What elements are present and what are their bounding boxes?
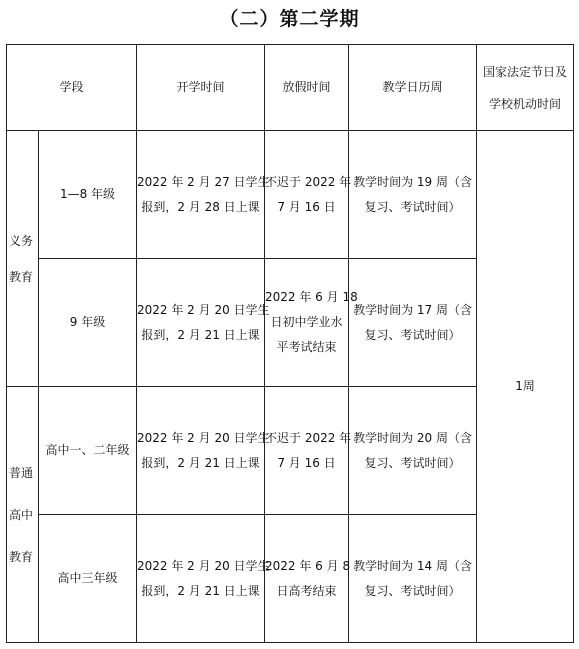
group-label-line: 高中	[9, 507, 34, 522]
holiday-line: 不迟于 2022 年	[265, 430, 352, 445]
weeks-line: 复习、考试时间）	[364, 455, 461, 470]
start-date-cell	[137, 515, 270, 643]
holiday-cell	[265, 515, 349, 643]
weeks-line: 复习、考试时间）	[364, 199, 461, 214]
header-stage: 学段	[7, 45, 137, 131]
grade-cell: 1—8 年级	[39, 131, 137, 259]
group-compulsory-education	[7, 131, 39, 387]
start-line: 报到，2 月 21 日上课	[141, 583, 260, 598]
start-line: 2022 年 2 月 20 日学生	[137, 558, 270, 573]
holiday-line: 7 月 16 日	[277, 455, 336, 470]
header-start-date: 开学时间	[137, 45, 265, 131]
holiday-line: 2022 年 6 月 18	[265, 290, 358, 304]
holiday-cell	[265, 387, 352, 515]
start-date-cell	[137, 259, 270, 387]
start-line: 2022 年 2 月 27 日学生	[137, 174, 270, 189]
weeks-line: 教学时间为 19 周（含	[353, 174, 472, 189]
grade-cell: 高中一、二年级	[39, 387, 137, 515]
start-line: 报到，2 月 28 日上课	[141, 199, 260, 214]
holiday-line: 日初中学业水	[270, 315, 343, 329]
group-high-school-education	[7, 387, 39, 643]
holiday-line: 平考试结束	[276, 340, 337, 354]
holiday-cell	[265, 259, 358, 387]
grade-cell: 9 年级	[39, 259, 137, 387]
holiday-line: 7 月 16 日	[277, 199, 336, 214]
teaching-weeks-cell	[349, 387, 477, 515]
header-flex-time	[477, 45, 574, 131]
holiday-line: 2022 年 6 月 8	[265, 558, 351, 573]
start-line: 报到，2 月 21 日上课	[141, 327, 260, 342]
group-label-line: 教育	[9, 269, 34, 284]
weeks-line: 教学时间为 20 周（含	[353, 430, 472, 445]
header-flex-line: 学校机动时间	[489, 96, 562, 111]
flex-time-cell: 1周	[477, 131, 574, 643]
weeks-line: 复习、考试时间）	[364, 583, 461, 598]
teaching-weeks-cell	[349, 515, 477, 643]
group-label-line: 义务	[9, 233, 34, 248]
grade-cell: 高中三年级	[39, 515, 137, 643]
start-date-cell	[137, 387, 270, 515]
start-date-cell	[137, 131, 270, 259]
start-line: 2022 年 2 月 20 日学生	[137, 302, 270, 317]
weeks-line: 复习、考试时间）	[364, 327, 461, 342]
semester-calendar-table	[6, 44, 574, 643]
table-row	[7, 131, 574, 259]
weeks-line: 教学时间为 14 周（含	[353, 558, 472, 573]
start-line: 2022 年 2 月 20 日学生	[137, 430, 270, 445]
group-label-line: 教育	[9, 549, 34, 564]
header-row	[7, 45, 574, 131]
weeks-line: 教学时间为 17 周（含	[353, 302, 472, 317]
group-label-line: 普通	[9, 465, 34, 480]
teaching-weeks-cell	[349, 259, 477, 387]
header-holiday-date: 放假时间	[265, 45, 349, 131]
header-teaching-weeks: 教学日历周	[349, 45, 477, 131]
holiday-line: 不迟于 2022 年	[265, 174, 352, 189]
holiday-line: 日高考结束	[276, 583, 337, 598]
header-flex-line: 国家法定节日及	[483, 64, 568, 79]
teaching-weeks-cell	[349, 131, 477, 259]
page-title: （二）第二学期	[219, 8, 360, 30]
start-line: 报到，2 月 21 日上课	[141, 455, 260, 470]
holiday-cell	[265, 131, 352, 259]
